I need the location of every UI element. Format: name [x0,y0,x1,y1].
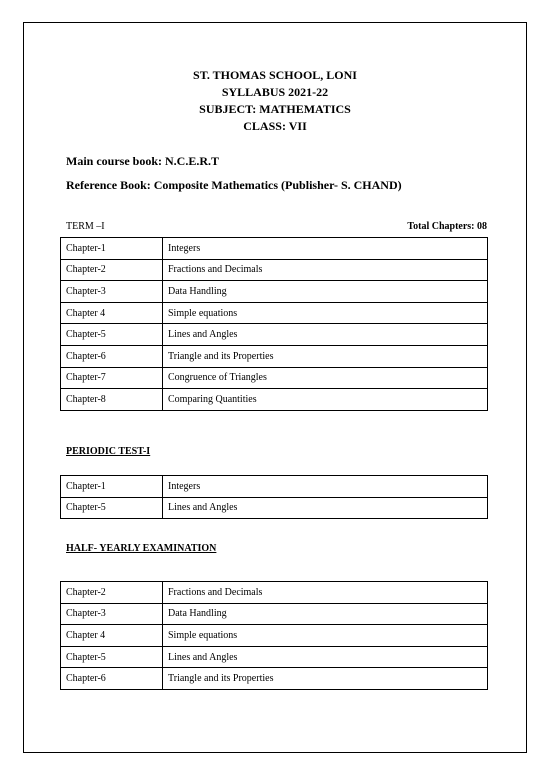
half-yearly-title: HALF- YEARLY EXAMINATION [66,543,217,554]
topic-cell: Simple equations [163,625,488,647]
table-row [61,646,488,668]
chapter-cell: Chapter-7 [61,367,163,389]
topic-cell: Comparing Quantities [163,389,488,411]
term-1-table [60,237,488,411]
topic-cell: Fractions and Decimals [163,582,488,604]
table-row [61,238,488,260]
chapter-cell: Chapter-3 [61,281,163,303]
periodic-test-title: PERIODIC TEST-I [66,446,151,457]
table-row [61,476,488,498]
subject-title: SUBJECT: MATHEMATICS [199,102,351,116]
table-row [61,668,488,690]
chapter-cell: Chapter 4 [61,625,163,647]
chapter-cell: Chapter-2 [61,259,163,281]
chapter-cell: Chapter-5 [61,497,163,519]
table-row [61,281,488,303]
table-row [61,345,488,367]
chapter-cell: Chapter-1 [61,476,163,498]
topic-cell: Lines and Angles [163,497,488,519]
topic-cell: Data Handling [163,603,488,625]
chapter-cell: Chapter-3 [61,603,163,625]
table-row [61,603,488,625]
table-row [61,324,488,346]
topic-cell: Congruence of Triangles [163,367,488,389]
chapter-cell: Chapter-1 [61,238,163,260]
table-row [61,582,488,604]
topic-cell: Integers [163,476,488,498]
term-label: TERM –I [66,221,105,232]
main-course-book: Main course book: N.C.E.R.T [66,154,220,168]
periodic-test-table [60,475,488,519]
topic-cell: Integers [163,238,488,260]
topic-cell: Data Handling [163,281,488,303]
topic-cell: Triangle and its Properties [163,345,488,367]
table-row [61,497,488,519]
school-name: ST. THOMAS SCHOOL, LONI [193,68,357,82]
topic-cell: Lines and Angles [163,324,488,346]
chapter-cell: Chapter-5 [61,324,163,346]
chapter-cell: Chapter-8 [61,389,163,411]
table-row [61,302,488,324]
chapter-cell: Chapter-2 [61,582,163,604]
half-yearly-table [60,581,488,690]
class-title: CLASS: VII [243,119,307,133]
chapter-cell: Chapter-5 [61,646,163,668]
topic-cell: Lines and Angles [163,646,488,668]
total-chapters: Total Chapters: 08 [407,221,487,232]
topic-cell: Simple equations [163,302,488,324]
reference-book: Reference Book: Composite Mathematics (Publisher- S. CHAND) [66,178,402,192]
table-row [61,259,488,281]
table-row [61,625,488,647]
table-row [61,367,488,389]
syllabus-year: SYLLABUS 2021-22 [221,85,329,99]
table-row [61,389,488,411]
chapter-cell: Chapter 4 [61,302,163,324]
topic-cell: Triangle and its Properties [163,668,488,690]
document-header [0,67,550,135]
chapter-cell: Chapter-6 [61,668,163,690]
chapter-cell: Chapter-6 [61,345,163,367]
topic-cell: Fractions and Decimals [163,259,488,281]
